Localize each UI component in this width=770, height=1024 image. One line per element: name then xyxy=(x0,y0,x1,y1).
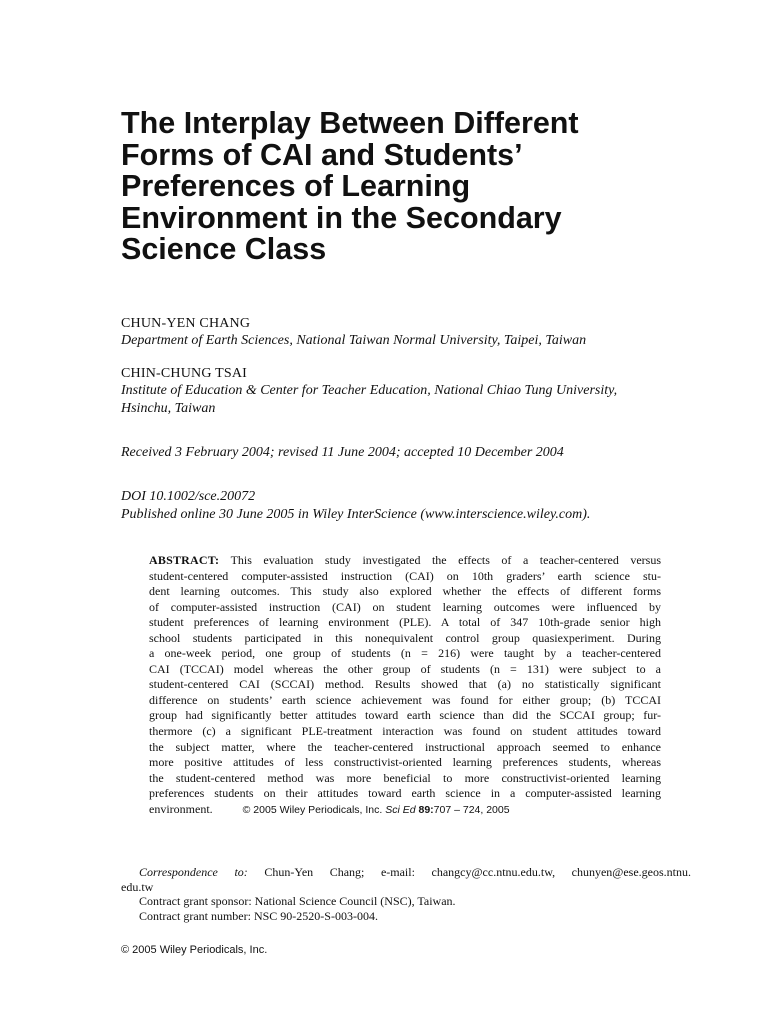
correspondence-line xyxy=(121,865,691,880)
abstract-line: school students participated in this nonequivalent control group quasiexperiment. During xyxy=(149,630,661,645)
article-doi-block xyxy=(121,488,590,524)
abstract-line: preferences students on their attitudes toward earth science in a computer-assisted learning xyxy=(149,786,661,801)
abstract-line xyxy=(149,553,661,569)
footnotes xyxy=(121,865,691,923)
abstract-line: difference on students’ earth science achievement was found for either group; (b) TCCAI xyxy=(149,692,661,707)
title-line: Science Class xyxy=(121,232,327,266)
article-title xyxy=(121,108,681,266)
abstract-line: a one-week period, one group of students (n = 216) were taught by a teacher-centered xyxy=(149,646,661,661)
abstract-line: the subject matter, where the teacher-centered instructional approach seemed to enhance xyxy=(149,739,661,754)
affiliation-line: Department of Earth Sciences, National Taiwan Normal University, Taipei, Taiwan xyxy=(121,333,587,348)
abstract-line: of computer-assisted instruction (CAI) on student learning outcomes were influenced by xyxy=(149,599,661,614)
grant-number: Contract grant number: NSC 90-2520-S-003-004. xyxy=(139,908,378,923)
journal-volume: 89: xyxy=(415,803,434,816)
published-online: Published online 30 June 2005 in Wiley InterScience (www.interscience.wiley.com). xyxy=(121,507,591,522)
abstract-line: CAI (TCCAI) model whereas the other group of students (n = 131) were subject to a xyxy=(149,661,661,676)
correspondence-text: Chun-Yen Chang; e-mail: changcy@cc.ntnu.edu.tw, chunyen@ese.geos.ntnu. xyxy=(247,865,692,879)
title-line: Preferences of Learning xyxy=(121,169,471,203)
abstract-copyright xyxy=(243,803,510,819)
author-affiliation-2 xyxy=(121,382,691,418)
abstract xyxy=(149,553,661,817)
abstract-line: dent learning outcomes. This study also explored whether the effects of different forms xyxy=(149,584,661,599)
abstract-line: student-centered computer-assisted instruction (CAI) on 10th graders’ earth science stu- xyxy=(149,568,661,583)
abstract-label: ABSTRACT: xyxy=(149,553,220,567)
correspondence-line-continued: edu.tw xyxy=(121,879,154,894)
abstract-last-text: environment. xyxy=(149,801,213,816)
journal-pages: 707 – 724, 2005 xyxy=(433,803,510,816)
abstract-line: the student-centered method was more beneficial to more constructivist-oriented learning xyxy=(149,770,661,785)
abstract-line xyxy=(149,802,661,818)
title-line: Forms of CAI and Students’ xyxy=(121,137,523,172)
title-line: Environment in the Secondary xyxy=(121,200,562,235)
author-name-2: CHIN-CHUNG TSAI xyxy=(121,366,248,381)
author-name-1: CHUN-YEN CHANG xyxy=(121,316,251,331)
title-line: The Interplay Between Different xyxy=(121,106,579,140)
author-affiliation-1 xyxy=(121,332,691,350)
doi: DOI 10.1002/sce.20072 xyxy=(121,489,256,504)
grant-sponsor: Contract grant sponsor: National Science Council (NSC), Taiwan. xyxy=(139,894,456,908)
abstract-text: This evaluation study investigated the effects of a teacher-centered versus xyxy=(219,553,661,567)
publisher-copyright: © 2005 Wiley Periodicals, Inc. xyxy=(121,944,268,956)
correspondence-label: Correspondence to: xyxy=(139,865,248,879)
affiliation-line: Hsinchu, Taiwan xyxy=(121,401,216,416)
affiliation-line: Institute of Education & Center for Teacher Education, National Chiao Tung University, xyxy=(121,383,618,398)
journal-name: Sci Ed xyxy=(385,803,416,816)
abstract-line: group had significantly better attitudes toward earth science than did the SCCAI group; fur- xyxy=(149,708,661,723)
abstract-line: thermore (c) a significant PLE-treatment interaction was found on student attitudes toward xyxy=(149,724,661,739)
article-dates: Received 3 February 2004; revised 11 June 2004; accepted 10 December 2004 xyxy=(121,445,564,460)
copyright-text: © 2005 Wiley Periodicals, Inc. xyxy=(242,803,386,816)
abstract-line: student preferences of learning environment (PLE). A total of 347 10th-grade senior high xyxy=(149,615,661,630)
abstract-line: student-centered CAI (SCCAI) method. Results showed that (a) no statistically significant xyxy=(149,677,661,692)
abstract-line: more positive attitudes of less constructivist-oriented learning preferences students, whereas xyxy=(149,755,661,770)
